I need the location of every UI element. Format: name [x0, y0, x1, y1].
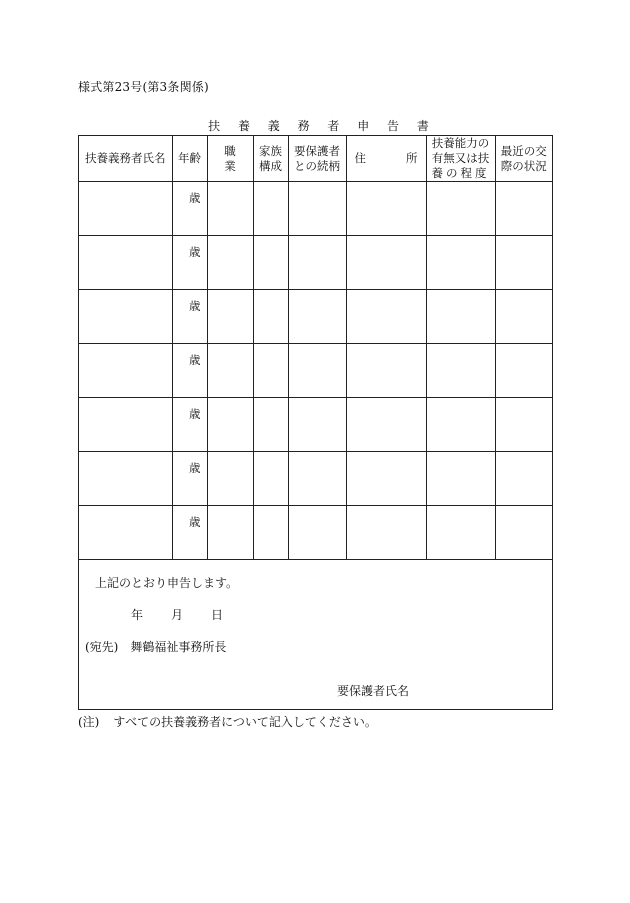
- table-row: [79, 290, 552, 344]
- cell-age[interactable]: [172, 236, 207, 290]
- document-title: 扶 養 義 務 者 申 告 書: [208, 119, 436, 133]
- cell-address[interactable]: [346, 344, 426, 398]
- table-row: [79, 182, 552, 236]
- header-occupation: 職業: [207, 136, 253, 182]
- cell-family[interactable]: [253, 506, 288, 560]
- addressee-line: [85, 638, 226, 655]
- cell-name[interactable]: [79, 182, 172, 236]
- age-unit-label: 歳: [189, 353, 201, 367]
- declaration-text: 上記のとおり申告します。: [95, 576, 239, 590]
- header-recent-contact: 最近の交 際の状況: [495, 136, 552, 182]
- cell-support[interactable]: [426, 290, 495, 344]
- cell-occupation[interactable]: [207, 452, 253, 506]
- cell-support[interactable]: [426, 506, 495, 560]
- cell-relationship[interactable]: [288, 398, 346, 452]
- table-header-row: [79, 136, 552, 182]
- cell-contact[interactable]: [495, 398, 552, 452]
- cell-occupation[interactable]: [207, 398, 253, 452]
- cell-name[interactable]: [79, 506, 172, 560]
- cell-family[interactable]: [253, 452, 288, 506]
- cell-support[interactable]: [426, 344, 495, 398]
- cell-occupation[interactable]: [207, 344, 253, 398]
- cell-family[interactable]: [253, 398, 288, 452]
- cell-occupation[interactable]: [207, 236, 253, 290]
- cell-occupation[interactable]: [207, 182, 253, 236]
- cell-relationship[interactable]: [288, 452, 346, 506]
- age-unit-label: 歳: [189, 407, 201, 421]
- cell-address[interactable]: [346, 290, 426, 344]
- date-month-label: 月: [171, 608, 184, 622]
- cell-age[interactable]: [172, 506, 207, 560]
- form-frame: [78, 135, 553, 710]
- note-text: すべての扶養義務者について記入してください。: [113, 715, 377, 729]
- age-unit-label: 歳: [189, 515, 201, 529]
- table-row: [79, 506, 552, 560]
- cell-name[interactable]: [79, 236, 172, 290]
- addressee-label: (宛先): [85, 640, 119, 654]
- cell-relationship[interactable]: [288, 344, 346, 398]
- cell-name[interactable]: [79, 398, 172, 452]
- cell-contact[interactable]: [495, 344, 552, 398]
- cell-occupation[interactable]: [207, 506, 253, 560]
- note-label: (注): [78, 715, 100, 729]
- cell-name[interactable]: [79, 452, 172, 506]
- cell-family[interactable]: [253, 182, 288, 236]
- table-row: [79, 452, 552, 506]
- form-number: 様式第23号(第3条関係): [78, 80, 209, 94]
- note: [78, 713, 377, 730]
- cell-support[interactable]: [426, 182, 495, 236]
- cell-relationship[interactable]: [288, 236, 346, 290]
- cell-address[interactable]: [346, 182, 426, 236]
- cell-support[interactable]: [426, 236, 495, 290]
- cell-address[interactable]: [346, 398, 426, 452]
- cell-address[interactable]: [346, 236, 426, 290]
- dependents-table: [79, 136, 552, 560]
- header-name: 扶養義務者氏名: [79, 136, 172, 182]
- addressee-name: 舞鶴福祉事務所長: [130, 640, 227, 654]
- date-day-label: 日: [211, 608, 224, 622]
- age-unit-label: 歳: [189, 191, 201, 205]
- cell-age[interactable]: [172, 182, 207, 236]
- cell-age[interactable]: [172, 452, 207, 506]
- header-address: 住 所: [346, 136, 426, 182]
- cell-family[interactable]: [253, 344, 288, 398]
- cell-address[interactable]: [346, 506, 426, 560]
- age-unit-label: 歳: [189, 245, 201, 259]
- cell-support[interactable]: [426, 398, 495, 452]
- cell-contact[interactable]: [495, 452, 552, 506]
- header-relationship: 要保護者 との続柄: [288, 136, 346, 182]
- cell-occupation[interactable]: [207, 290, 253, 344]
- cell-address[interactable]: [346, 452, 426, 506]
- cell-name[interactable]: [79, 290, 172, 344]
- date-year-label: 年: [131, 608, 144, 622]
- table-row: [79, 344, 552, 398]
- declaration-section: [79, 558, 552, 709]
- cell-age[interactable]: [172, 398, 207, 452]
- cell-name[interactable]: [79, 344, 172, 398]
- cell-family[interactable]: [253, 290, 288, 344]
- cell-relationship[interactable]: [288, 182, 346, 236]
- cell-relationship[interactable]: [288, 506, 346, 560]
- cell-relationship[interactable]: [288, 290, 346, 344]
- header-age: 年齢: [172, 136, 207, 182]
- table-row: [79, 398, 552, 452]
- table-row: [79, 236, 552, 290]
- cell-age[interactable]: [172, 290, 207, 344]
- age-unit-label: 歳: [189, 461, 201, 475]
- cell-contact[interactable]: [495, 236, 552, 290]
- cell-contact[interactable]: [495, 506, 552, 560]
- cell-support[interactable]: [426, 452, 495, 506]
- cell-age[interactable]: [172, 344, 207, 398]
- applicant-name-label: 要保護者氏名: [337, 684, 410, 698]
- header-family-composition: 家族 構成: [253, 136, 288, 182]
- date-line: [131, 606, 223, 623]
- header-support-capacity: 扶養能力の 有無又は扶 養の程度: [426, 136, 495, 182]
- age-unit-label: 歳: [189, 299, 201, 313]
- cell-family[interactable]: [253, 236, 288, 290]
- cell-contact[interactable]: [495, 182, 552, 236]
- cell-contact[interactable]: [495, 290, 552, 344]
